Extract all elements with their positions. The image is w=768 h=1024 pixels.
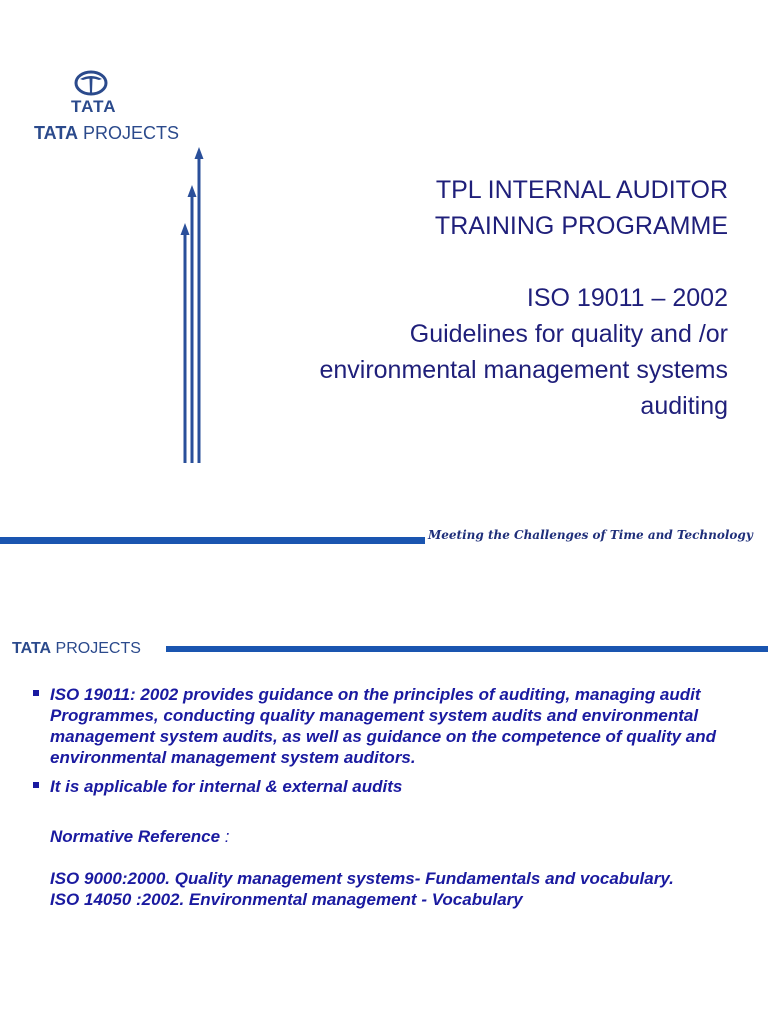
title-line: TRAINING PROGRAMME (434, 212, 728, 240)
bullet-item: ISO 19011: 2002 provides guidance on the principles of auditing, managing audit Programmes, conducting quality management system audits and environmental management system audits, as well as guidance on the competence of quality and environmental management system auditors. (32, 684, 752, 768)
header-bar (166, 646, 768, 652)
brand-name: TATA PROJECTS (34, 123, 179, 143)
tata-emblem-icon (74, 70, 108, 96)
footer-bar (0, 537, 425, 544)
bullet-square-icon (33, 782, 39, 788)
reference-item: ISO 9000:2000. Quality management systems- Fundamentals and vocabulary. (50, 869, 674, 888)
bullet-item: It is applicable for internal & external audits (32, 776, 752, 797)
logo-wordmark: TATA (71, 97, 117, 116)
rising-arrows-graphic (178, 145, 208, 465)
content-slide (0, 600, 768, 1024)
reference-item: ISO 14050 :2002. Environmental management - Vocabulary (50, 890, 523, 909)
subtitle-line: environmental management systems (319, 356, 728, 384)
subtitle-line: ISO 19011 – 2002 (526, 284, 728, 312)
slide-title (319, 172, 728, 424)
tata-logo (30, 70, 180, 150)
title-line: TPL INTERNAL AUDITOR (435, 176, 728, 204)
bullet-square-icon (33, 690, 39, 696)
tagline: Meeting the Challenges of Time and Technology (428, 528, 753, 542)
subtitle-line: Guidelines for quality and /or (409, 320, 728, 348)
normative-reference-heading: Normative Reference : (50, 827, 230, 846)
subtitle-line: auditing (640, 392, 728, 420)
slide-body (32, 684, 752, 910)
brand-name: TATA PROJECTS (12, 640, 141, 657)
